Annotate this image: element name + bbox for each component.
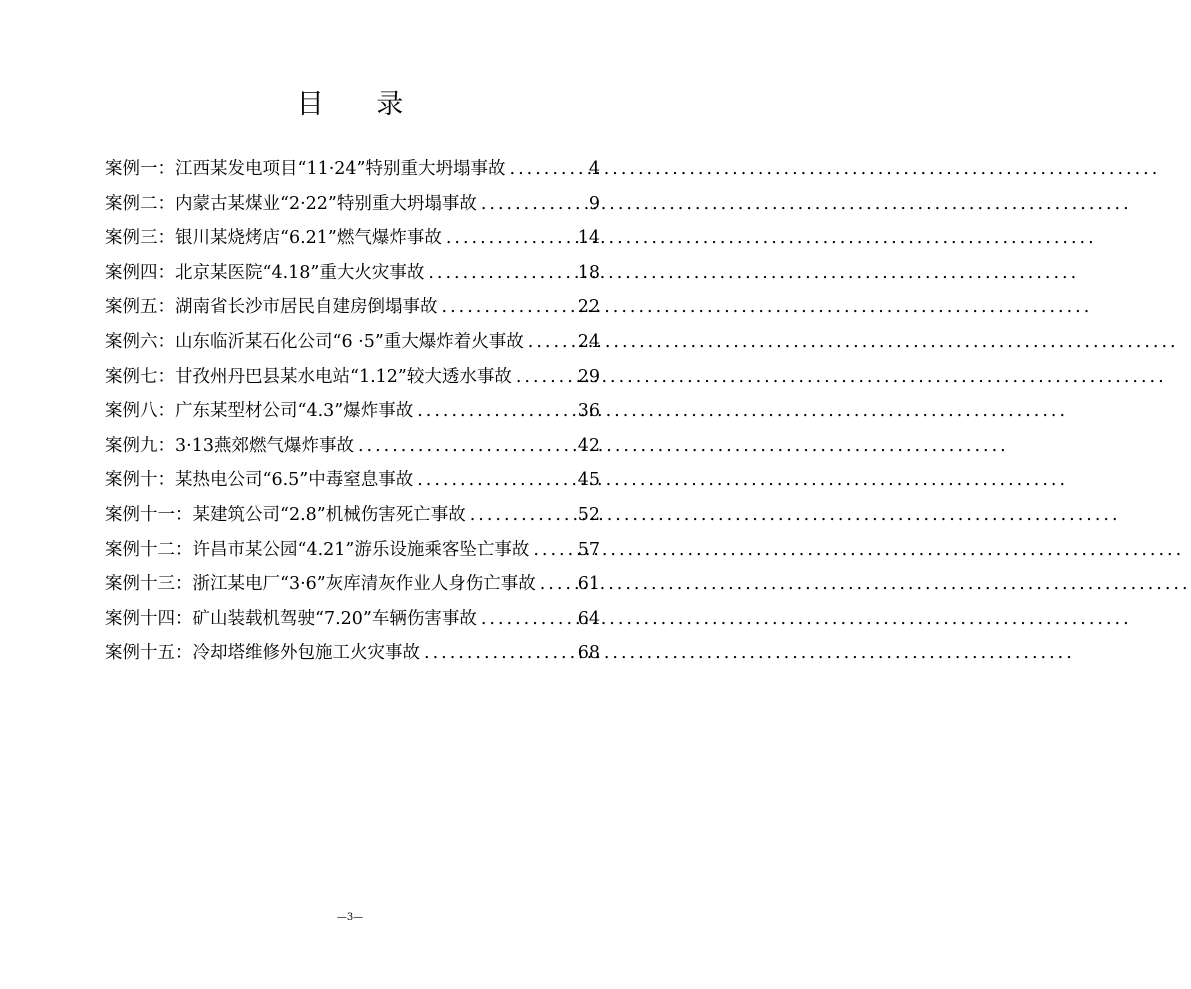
toc-entry-page: 22 [577,297,600,318]
toc-entry[interactable] [105,290,600,325]
toc-entry[interactable] [105,533,600,568]
toc-dot-leader [438,290,578,325]
toc-dot-leader [477,602,578,637]
toc-dot-leader [413,394,577,429]
toc-entry-title: 山东临沂某石化公司“6 ·5”重大爆炸着火事故 [175,331,524,352]
toc-entry-label: 案例八： [105,401,175,422]
toc-entry-page: 24 [577,331,600,352]
toc-entry-label: 案例十一： [105,504,193,525]
toc-entry[interactable] [105,325,600,360]
toc-entry-title: 许昌市某公园“4.21”游乐设施乘客坠亡事故 [192,539,530,560]
toc-entry[interactable] [105,636,600,671]
toc-dot-leader [442,221,578,256]
toc-entry-label: 案例二： [105,193,175,214]
toc-entry-label: 案例五： [105,297,175,318]
toc-entry[interactable] [105,567,600,602]
toc-entry[interactable] [105,360,600,395]
toc-entry-title: 甘孜州丹巴县某水电站“1.12”较大透水事故 [175,366,512,387]
toc-entry-label: 案例十四： [105,608,193,629]
toc-entry-label: 案例十二： [105,539,193,560]
toc-entry[interactable] [105,498,600,533]
toc-entry-title: 某热电公司“6.5”中毒窒息事故 [175,470,414,491]
toc-entry-label: 案例十： [105,470,175,491]
toc-entry-label: 案例三： [105,228,175,249]
toc-entry-page: 18 [577,262,600,283]
toc-dot-leader [529,533,577,568]
toc-entry-title: 3·13燕郊燃气爆炸事故 [175,435,354,456]
toc-entry[interactable] [105,256,600,291]
toc-entry-page: 45 [577,470,600,491]
toc-dot-leader [506,152,589,187]
toc-dot-leader [424,256,577,291]
toc-entry-title: 内蒙古某煤业“2·22”特别重大坍塌事故 [175,193,477,214]
toc-entry-page: 68 [577,643,600,664]
toc-entry[interactable] [105,152,600,187]
toc-entry-title: 矿山装载机驾驶“7.20”车辆伤害事故 [192,608,477,629]
toc-entry-title: 某建筑公司“2.8”机械伤害死亡事故 [192,504,466,525]
toc-entry-page: 57 [577,539,600,560]
toc-dot-leader [524,325,578,360]
toc-entry-page: 64 [577,608,600,629]
page-number: —3— [336,912,364,923]
toc-dot-leader [413,463,577,498]
toc-dot-leader [466,498,578,533]
page-title: 目 录 [296,89,426,120]
toc-entry-title: 浙江某电厂“3·6”灰库清灰作业人身伤亡事故 [192,574,536,595]
toc-dot-leader [536,567,578,602]
toc-entry[interactable] [105,221,600,256]
toc-entry-label: 案例六： [105,331,175,352]
toc-entry-title: 银川某烧烤店“6.21”燃气爆炸事故 [175,228,442,249]
toc-entry-page: 61 [577,574,600,595]
toc-dot-leader [477,187,589,222]
toc-entry-title: 北京某医院“4.18”重大火灾事故 [175,262,425,283]
toc-entry[interactable] [105,394,600,429]
toc-entry-page: 4 [588,159,600,179]
toc-dot-leader [420,636,578,671]
toc-dot-leader [512,360,578,395]
toc-entry-page: 52 [577,504,600,525]
toc-dot-leader [354,429,578,464]
toc-entry-page: 14 [577,228,600,249]
toc-entry-page: 29 [577,366,600,387]
toc-entry-label: 案例四： [105,262,175,283]
toc-entry-title: 江西某发电项目“11·24”特别重大坍塌事故 [175,159,506,179]
toc-entry[interactable] [105,187,600,222]
toc-entry-title: 湖南省长沙市居民自建房倒塌事故 [175,297,438,318]
toc-entry-label: 案例十五： [105,643,193,664]
toc-entry-title: 广东某型材公司“4.3”爆炸事故 [175,401,414,422]
toc-entry-page: 9 [588,193,600,214]
table-of-contents [105,152,600,671]
toc-entry-label: 案例九： [105,435,175,456]
toc-entry-label: 案例一： [105,159,175,179]
toc-entry-page: 42 [577,435,600,456]
toc-entry[interactable] [105,602,600,637]
toc-entry-label: 案例十三： [105,574,193,595]
toc-entry-page: 36 [577,401,600,422]
toc-entry[interactable] [105,429,600,464]
toc-entry[interactable] [105,463,600,498]
toc-entry-title: 冷却塔维修外包施工火灾事故 [192,643,420,664]
toc-entry-label: 案例七： [105,366,175,387]
